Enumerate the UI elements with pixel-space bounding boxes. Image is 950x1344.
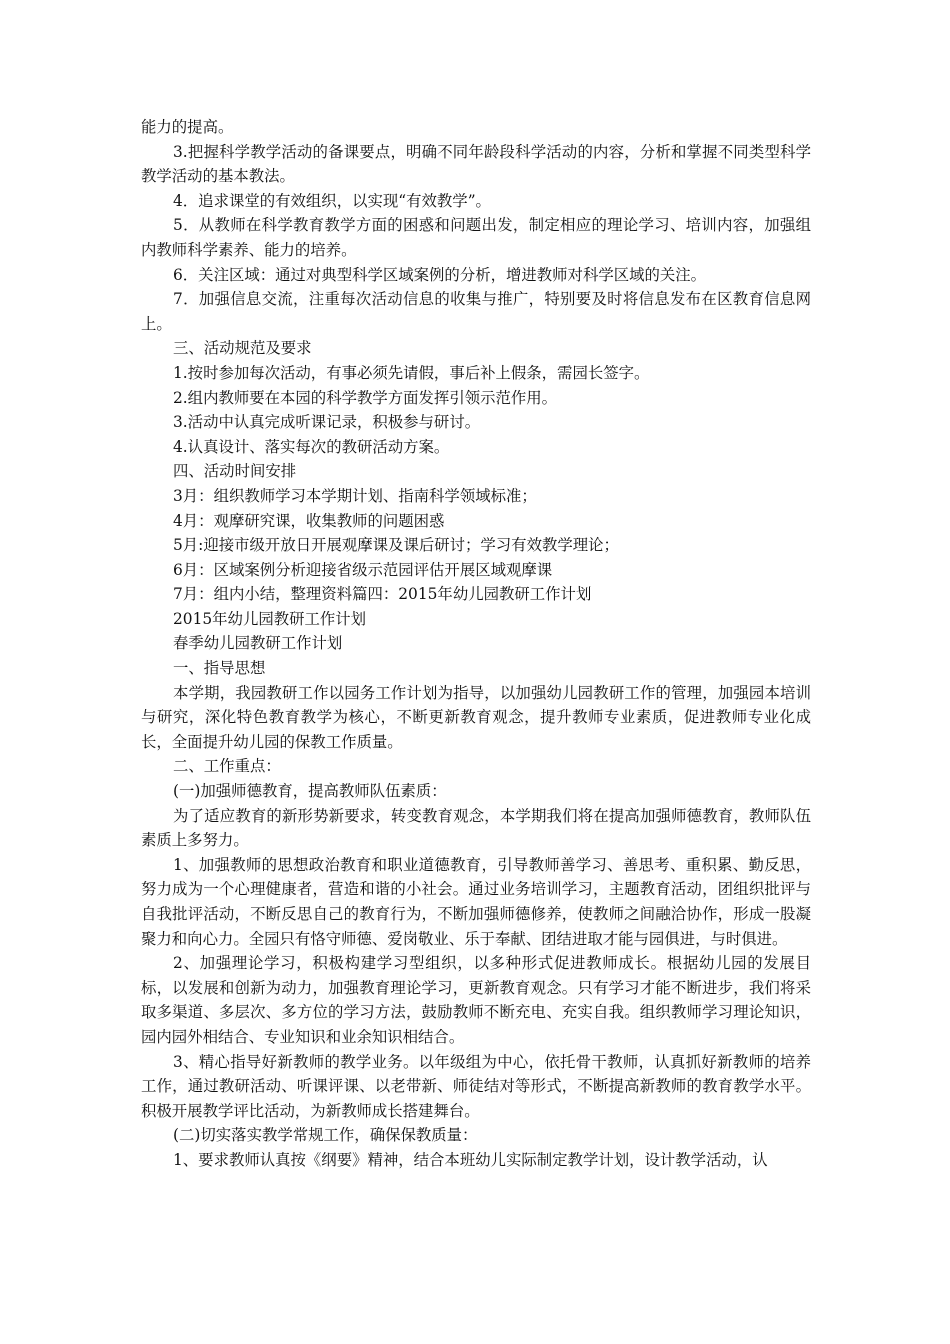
paragraph: 4.认真设计、落实每次的教研活动方案。: [173, 437, 450, 456]
paragraph: 7．加强信息交流，注重每次活动信息的收集与推广，特别要及时将信息发布在区教育信息网上。: [141, 290, 811, 333]
paragraph: 春季幼儿园教研工作计划: [173, 634, 343, 653]
paragraph: 5月:迎接市级开放日开展观摩课及课后研讨；学习有效教学理论；: [173, 536, 619, 555]
paragraph: 3月：组织教师学习本学期计划、指南科学领域标准；: [173, 486, 537, 505]
paragraph: 为了适应教育的新形势新要求，转变教育观念，本学期我们将在提高加强师德教育，教师队伍素质上多努力。: [141, 806, 811, 850]
paragraph: 4．追求课堂的有效组织，以实现“有效教学”。: [173, 191, 491, 210]
paragraph: 1、要求教师认真按《纲要》精神，结合本班幼儿实际制定教学计划，设计教学活动，认: [173, 1150, 768, 1169]
paragraph: 3.把握科学教学活动的备课要点，明确不同年龄段科学活动的内容，分析和掌握不同类型科学教学活动的基本教法。: [141, 142, 811, 186]
paragraph: 3.活动中认真完成听课记录，积极参与研讨。: [173, 413, 481, 432]
paragraph: (二)切实落实教学常规工作，确保保教质量：: [173, 1126, 478, 1145]
paragraph: 二、工作重点：: [173, 757, 281, 776]
paragraph: 5．从教师在科学教育教学方面的困惑和问题出发，制定相应的理论学习、培训内容，加强组内教师科学素养、能力的培养。: [141, 216, 811, 259]
paragraph: 2015年幼儿园教研工作计划: [173, 609, 367, 628]
paragraph: 3、精心指导好新教师的教学业务。以年级组为中心，依托骨干教师，认真抓好新教师的培养工作，通过教研活动、听课评课、以老带新、师徒结对等形式，不断提高新教师的教育教学水平。积极开展教学评比活动，为新教师成长搭建舞台。: [141, 1052, 811, 1120]
paragraph: 四、活动时间安排: [173, 462, 297, 481]
paragraph: 能力的提高。: [141, 118, 234, 136]
document-body: [141, 115, 811, 1173]
paragraph: 6．关注区域：通过对典型科学区域案例的分析，增进教师对科学区域的关注。: [173, 265, 707, 284]
paragraph: 本学期，我园教研工作以园务工作计划为指导，以加强幼儿园教研工作的管理，加强园本培训与研究，深化特色教育教学为核心，不断更新教育观念，提升教师专业素质，促进教师专业化成长，全面提升幼儿园的保教工作质量。: [141, 683, 811, 751]
paragraph: (一)加强师德教育，提高教师队伍素质：: [173, 782, 447, 801]
paragraph: 7月：组内小结，整理资料篇四：2015年幼儿园教研工作计划: [173, 585, 592, 604]
paragraph: 三、活动规范及要求: [173, 339, 312, 358]
paragraph: 2.组内教师要在本园的科学教学方面发挥引领示范作用。: [173, 388, 558, 407]
paragraph: 2、加强理论学习，积极构建学习型组织，以多种形式促进教师成长。根据幼儿园的发展目标，以发展和创新为动力，加强教育理论学习，更新教育观念。只有学习才能不断进步，我们将采取多渠道、多层次、多方位的学习方法，鼓励教师不断充电、充实自我。组织教师学习理论知识，园内园外相结合、专业知识和业余知识相结合。: [141, 954, 811, 1046]
paragraph: 1.按时参加每次活动，有事必须先请假，事后补上假条，需园长签字。: [173, 363, 650, 382]
paragraph: 6月：区域案例分析迎接省级示范园评估开展区域观摩课: [173, 560, 553, 579]
paragraph: 一、指导思想: [173, 659, 266, 678]
paragraph: 4月：观摩研究课，收集教师的问题困惑: [173, 511, 445, 530]
paragraph: 1、加强教师的思想政治教育和职业道德教育，引导教师善学习、善思考、重积累、勤反思，努力成为一个心理健康者，营造和谐的小社会。通过业务培训学习，主题教育活动，团组织批评与自我批评活动，不断反思自己的教育行为，不断加强师德修养，使教师之间融洽协作，形成一股凝聚力和向心力。全园只有恪守师德、爱岗敬业、乐于奉献、团结进取才能与园俱进，与时俱进。: [141, 855, 811, 948]
